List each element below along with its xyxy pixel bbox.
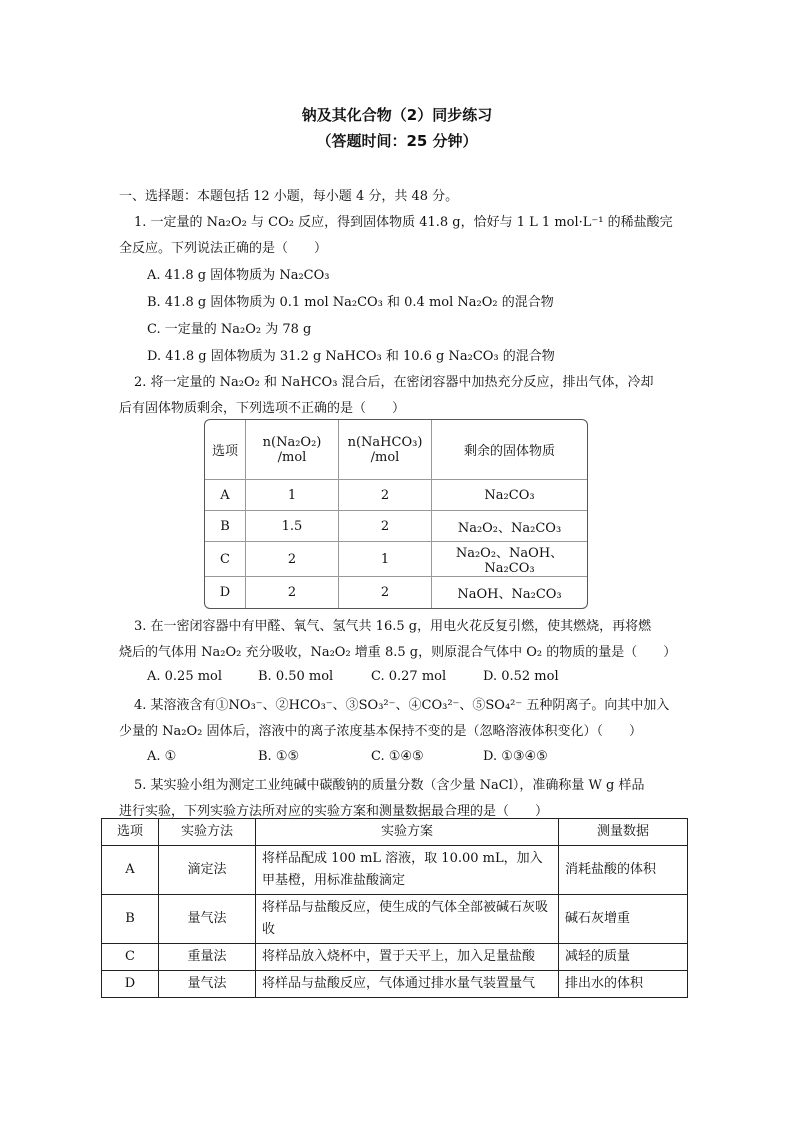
table-row bbox=[102, 846, 688, 895]
q3-option-d: D. 0.52 mol bbox=[483, 669, 559, 684]
table-cell: 碱石灰增重 bbox=[559, 895, 688, 944]
table-cell: 排出水的体积 bbox=[559, 971, 688, 998]
q5-table bbox=[101, 818, 688, 998]
table-cell: 2 bbox=[339, 480, 432, 511]
table-cell: 将样品放入烧杯中，置于天平上，加入足量盐酸 bbox=[256, 944, 559, 971]
table-row bbox=[102, 895, 688, 944]
q2-stem-line2: 后有固体物质剩余，下列选项不正确的是（ ） bbox=[119, 401, 406, 416]
page-title: 钠及其化合物（2）同步练习 bbox=[301, 106, 493, 124]
q4-stem-line1: 4. 某溶液含有①NO₃⁻、②HCO₃⁻、③SO₃²⁻、④CO₃²⁻、⑤SO₄²⁻ 五种阴离子。向其中加入 bbox=[134, 698, 670, 713]
table-row bbox=[102, 944, 688, 971]
q3-option-a: A. 0.25 mol bbox=[147, 669, 223, 684]
q1-option-c: C. 一定量的 Na₂O₂ 为 78 g bbox=[147, 322, 312, 337]
table-row bbox=[205, 542, 587, 577]
table-cell: Na₂CO₃ bbox=[432, 480, 587, 511]
q3-stem-line1: 3. 在一密闭容器中有甲醛、氧气、氢气共 16.5 g，用电火花反复引燃，使其燃烧，再将燃 bbox=[134, 619, 652, 634]
q4-option-b: B. ①⑤ bbox=[258, 749, 300, 764]
table-cell: 2 bbox=[246, 542, 339, 577]
table-header-row bbox=[102, 819, 688, 846]
table-cell: 消耗盐酸的体积 bbox=[559, 846, 688, 895]
q3-option-c: C. 0.27 mol bbox=[371, 669, 447, 684]
table-cell: 2 bbox=[339, 577, 432, 608]
table-header-cell bbox=[339, 420, 432, 480]
table-header-unit: /mol bbox=[277, 449, 307, 465]
table-cell: 2 bbox=[339, 511, 432, 542]
table-cell: 滴定法 bbox=[159, 846, 256, 895]
table-cell: A bbox=[102, 846, 159, 895]
table-header-cell: 剩余的固体物质 bbox=[432, 420, 587, 480]
table-header-cell: 选项 bbox=[102, 819, 159, 846]
table-header-cell bbox=[246, 420, 339, 480]
q3-option-b: B. 0.50 mol bbox=[258, 669, 334, 684]
q1-option-b: B. 41.8 g 固体物质为 0.1 mol Na₂CO₃ 和 0.4 mol Na₂O₂ 的混合物 bbox=[147, 295, 554, 310]
table-header-label: n(Na₂O₂) bbox=[262, 434, 322, 450]
table-header-cell: 测量数据 bbox=[559, 819, 688, 846]
q1-option-a: A. 41.8 g 固体物质为 Na₂CO₃ bbox=[147, 268, 330, 283]
table-cell: 将样品与盐酸反应，气体通过排水量气装置量气 bbox=[256, 971, 559, 998]
table-cell: Na₂O₂、Na₂CO₃ bbox=[432, 511, 587, 542]
table-cell: D bbox=[102, 971, 159, 998]
page-subtitle: （答题时间：25 分钟） bbox=[316, 132, 478, 150]
table-header-row bbox=[205, 420, 587, 480]
table-cell: 将样品配成 100 mL 溶液，取 10.00 mL，加入甲基橙，用标准盐酸滴定 bbox=[256, 846, 559, 895]
table-cell: A bbox=[205, 480, 246, 511]
table-cell: Na₂O₂、NaOH、Na₂CO₃ bbox=[432, 542, 587, 577]
table-cell: 将样品与盐酸反应，使生成的气体全部被碱石灰吸收 bbox=[256, 895, 559, 944]
q4-option-a: A. ① bbox=[147, 749, 177, 764]
table-header-label: n(NaHCO₃) bbox=[347, 434, 423, 450]
table-row bbox=[205, 577, 587, 608]
q5-stem-line1: 5. 某实验小组为测定工业纯碱中碳酸钠的质量分数（含少量 NaCl），准确称量 W g 样品 bbox=[134, 778, 645, 793]
q1-stem-line1: 1. 一定量的 Na₂O₂ 与 CO₂ 反应，得到固体物质 41.8 g，恰好与 1 L 1 mol·L⁻¹ 的稀盐酸完 bbox=[134, 215, 673, 230]
q3-stem-line2: 烧后的气体用 Na₂O₂ 充分吸收，Na₂O₂ 增重 8.5 g，则原混合气体中 O₂ 的物质的量是（ ） bbox=[119, 645, 677, 660]
q1-option-d: D. 41.8 g 固体物质为 31.2 g NaHCO₃ 和 10.6 g Na₂CO₃ 的混合物 bbox=[147, 349, 555, 364]
table-row bbox=[205, 511, 587, 542]
table-cell: 2 bbox=[246, 577, 339, 608]
q2-stem-line1: 2. 将一定量的 Na₂O₂ 和 NaHCO₃ 混合后，在密闭容器中加热充分反应，排出气体，冷却 bbox=[134, 375, 654, 390]
table-cell: 量气法 bbox=[159, 971, 256, 998]
table-row bbox=[205, 480, 587, 511]
q1-stem-line2: 全反应。下列说法正确的是（ ） bbox=[119, 241, 328, 256]
q4-option-c: C. ①④⑤ bbox=[371, 749, 424, 764]
table-cell: NaOH、Na₂CO₃ bbox=[457, 587, 562, 602]
table-cell: C bbox=[205, 542, 246, 577]
table-cell: 减轻的质量 bbox=[559, 944, 688, 971]
table-header-cell: 实验方法 bbox=[159, 819, 256, 846]
q4-stem-line2: 少量的 Na₂O₂ 固体后，溶液中的离子浓度基本保持不变的是（忽略溶液体积变化）（ ） bbox=[119, 724, 642, 739]
table-cell: C bbox=[102, 944, 159, 971]
table-header-unit: /mol bbox=[370, 449, 400, 465]
q4-option-d: D. ①③④⑤ bbox=[483, 749, 548, 764]
q5-stem-line2: 进行实验，下列实验方法所对应的实验方案和测量数据最合理的是（ ） bbox=[119, 804, 549, 819]
table-cell: 1 bbox=[246, 480, 339, 511]
table-cell: B bbox=[102, 895, 159, 944]
table-header-cell: 实验方案 bbox=[256, 819, 559, 846]
q2-table bbox=[204, 419, 588, 609]
table-cell: 1.5 bbox=[246, 511, 339, 542]
table-cell: 重量法 bbox=[159, 944, 256, 971]
table-header-cell: 选项 bbox=[205, 420, 246, 480]
table-cell: 量气法 bbox=[159, 895, 256, 944]
table-cell: B bbox=[205, 511, 246, 542]
table-cell: 1 bbox=[339, 542, 432, 577]
table-row bbox=[102, 971, 688, 998]
section-heading: 一、选择题：本题包括 12 小题，每小题 4 分，共 48 分。 bbox=[119, 189, 459, 204]
table-cell: D bbox=[205, 577, 246, 608]
